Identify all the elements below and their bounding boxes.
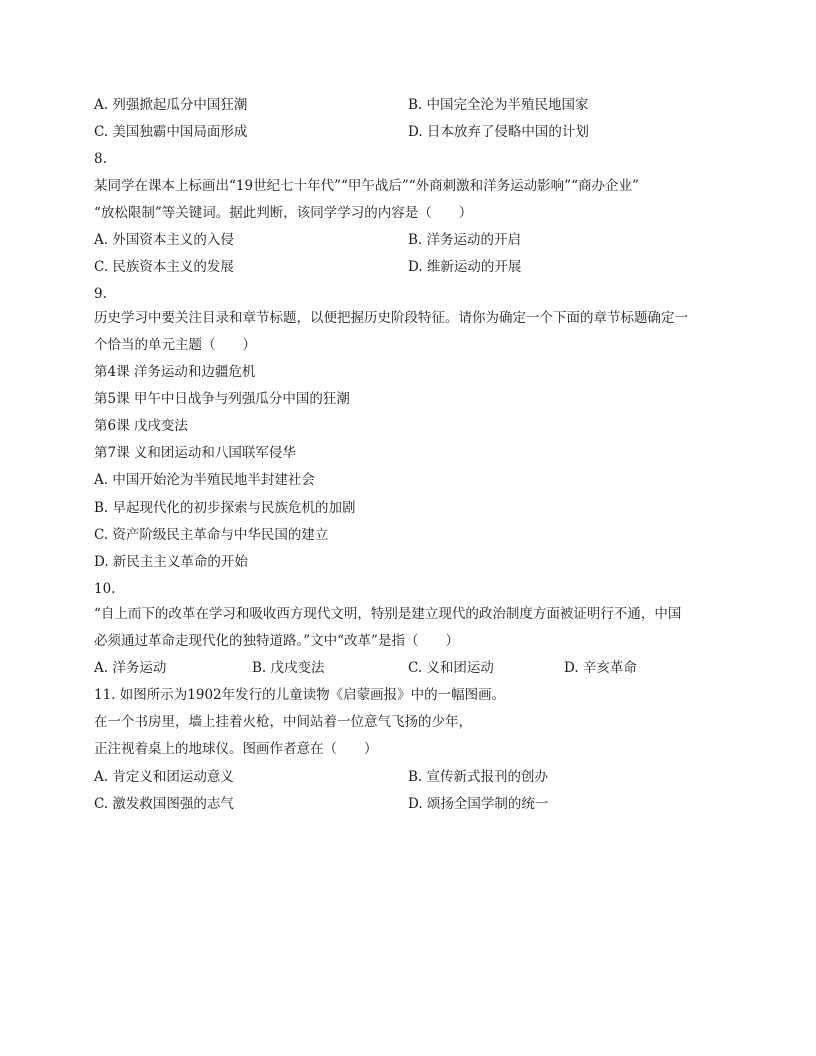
q10-option-d: D. 辛亥革命	[564, 660, 637, 676]
q9-option-d: D. 新民主主义革命的开始	[94, 554, 248, 570]
q9-number: 9.	[94, 286, 107, 302]
q8-number: 8.	[94, 151, 107, 167]
q7-option-d: D. 日本放弃了侵略中国的计划	[408, 124, 589, 140]
q8-stem-line1: 某同学在课本上标画出“19世纪七十年代”“甲午战后”“外商刺激和洋务运动影响”“商办企业”	[94, 178, 639, 194]
q9-option-b: B. 早起现代化的初步探索与民族危机的加剧	[94, 500, 356, 516]
q9-chapter-1: 第4课 洋务运动和边疆危机	[94, 364, 256, 380]
q10-option-b: B. 戊戌变法	[252, 660, 325, 676]
q10-stem-line1: “自上而下的改革在学习和吸收西方现代文明，特别是建立现代的政治制度方面被证明行不通，中国	[94, 606, 682, 622]
q10-option-a: A. 洋务运动	[94, 660, 167, 676]
q10-stem-line2: 必须通过革命走现代化的独特道路。”文中“改革”是指（ ）	[94, 633, 459, 649]
q8-stem-line2: “放松限制”等关键词。据此判断，该同学学习的内容是（ ）	[94, 205, 473, 221]
q11-option-c: C. 激发救国图强的志气	[94, 796, 234, 812]
q9-chapter-2: 第5课 甲午中日战争与列强瓜分中国的狂潮	[94, 391, 350, 407]
q11-option-b: B. 宣传新式报刊的创办	[408, 769, 549, 785]
q11-stem-line2: 在一个书房里，墙上挂着火枪，中间站着一位意气飞扬的少年，	[94, 714, 472, 730]
q11-option-a: A. 肯定义和团运动意义	[94, 769, 234, 785]
q7-option-b: B. 中国完全沦为半殖民地国家	[408, 97, 589, 113]
q8-option-a: A. 外国资本主义的入侵	[94, 232, 234, 248]
q7-option-a: A. 列强掀起瓜分中国狂潮	[94, 97, 248, 113]
q9-stem-line2: 个恰当的单元主题（ ）	[94, 337, 256, 353]
q9-chapter-3: 第6课 戊戌变法	[94, 418, 188, 434]
q11-option-d: D. 颂扬全国学制的统一	[408, 796, 549, 812]
q9-option-a: A. 中国开始沦为半殖民地半封建社会	[94, 472, 315, 488]
q8-option-b: B. 洋务运动的开启	[408, 232, 522, 248]
q11-stem-line1: 11. 如图所示为1902年发行的儿童读物《启蒙画报》中的一幅图画。	[94, 687, 506, 703]
q10-option-c: C. 义和团运动	[408, 660, 494, 676]
q11-stem-line3: 正注视着桌上的地球仪。图画作者意在（ ）	[94, 741, 378, 757]
q8-option-c: C. 民族资本主义的发展	[94, 259, 234, 275]
q7-option-c: C. 美国独霸中国局面形成	[94, 124, 248, 140]
q9-chapter-4: 第7课 义和团运动和八国联军侵华	[94, 445, 296, 461]
q8-option-d: D. 维新运动的开展	[408, 259, 522, 275]
q10-number: 10.	[94, 581, 116, 597]
q9-option-c: C. 资产阶级民主革命与中华民国的建立	[94, 527, 329, 543]
q9-stem-line1: 历史学习中要关注目录和章节标题，以便把握历史阶段特征。请你为确定一个下面的章节标题确定一	[94, 310, 688, 326]
